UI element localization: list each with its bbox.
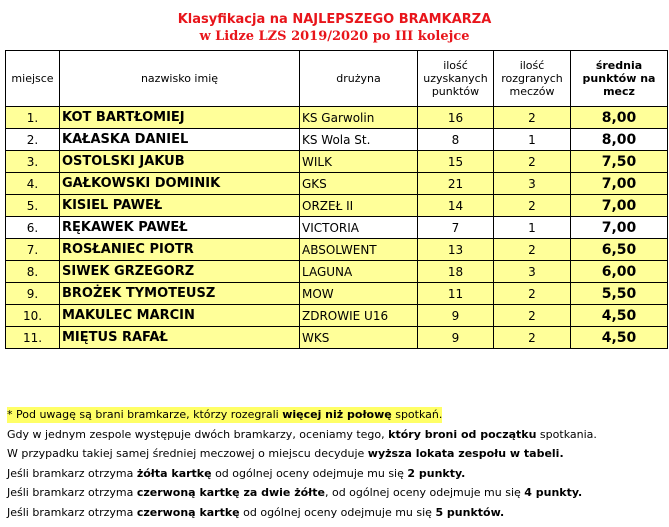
note-text: od ogólnej oceny odejmuje mu się [211,466,408,480]
note-line [7,464,597,484]
cell-name: KAŁASKA DANIEL [60,129,300,151]
cell-points: 18 [418,261,494,283]
cell-position: 1. [6,107,60,129]
table-row [6,283,668,305]
cell-team: VICTORIA [300,217,418,239]
note-bold: 5 punktów. [435,505,505,519]
table-row [6,305,668,327]
cell-name: GAŁKOWSKI DOMINIK [60,173,300,195]
note-text: od ogólnej oceny odejmuje mu się [239,505,436,519]
note-line [7,483,597,503]
cell-points: 14 [418,195,494,217]
cell-name: OSTOLSKI JAKUB [60,151,300,173]
cell-team: KS Garwolin [300,107,418,129]
note-text: Gdy w jednym zespole występuje dwóch bramkarzy, oceniamy tego, [7,427,389,441]
cell-team: KS Wola St. [300,129,418,151]
cell-points: 9 [418,305,494,327]
table-row [6,261,668,283]
cell-name: KOT BARTŁOMIEJ [60,107,300,129]
table-row [6,327,668,349]
note-line [7,425,597,445]
cell-points: 16 [418,107,494,129]
cell-games: 2 [494,239,571,261]
cell-average: 8,00 [571,107,668,129]
cell-games: 1 [494,129,571,151]
cell-team: ABSOLWENT [300,239,418,261]
cell-name: BROŻEK TYMOTEUSZ [60,283,300,305]
cell-team: WILK [300,151,418,173]
cell-name: KISIEL PAWEŁ [60,195,300,217]
ranking-table [5,50,668,349]
cell-points: 8 [418,129,494,151]
cell-position: 11. [6,327,60,349]
cell-team: LAGUNA [300,261,418,283]
cell-games: 2 [494,305,571,327]
note-text: Jeśli bramkarz otrzyma [7,486,137,499]
cell-points: 13 [418,239,494,261]
note-bold: czerwoną kartkę za dwie żółte [136,486,325,499]
cell-games: 3 [494,261,571,283]
table-row [6,217,668,239]
header-team: drużyna [300,51,418,107]
note-bold: wyższa lokata zespołu w tabeli. [367,447,564,460]
cell-team: ZDROWIE U16 [300,305,418,327]
notes [7,405,597,522]
cell-average: 4,50 [571,305,668,327]
cell-name: MIĘTUS RAFAŁ [60,327,300,349]
cell-name: SIWEK GRZEGORZ [60,261,300,283]
cell-position: 6. [6,217,60,239]
note-text: Jeśli bramkarz otrzyma [7,505,137,519]
cell-average: 4,50 [571,327,668,349]
table-row [6,151,668,173]
cell-games: 1 [494,217,571,239]
cell-name: ROSŁANIEC PIOTR [60,239,300,261]
note-line [7,444,597,464]
cell-average: 6,00 [571,261,668,283]
cell-games: 2 [494,107,571,129]
cell-position: 4. [6,173,60,195]
table-row [6,173,668,195]
header-average: średnia punktów na mecz [571,51,668,107]
header-games: ilość rozgranych meczów [494,51,571,107]
header-points: ilość uzyskanych punktów [418,51,494,107]
header-position: miejsce [6,51,60,107]
header-name: nazwisko imię [60,51,300,107]
cell-name: MAKULEC MARCIN [60,305,300,327]
note-highlight [7,407,442,423]
cell-games: 3 [494,173,571,195]
cell-name: RĘKAWEK PAWEŁ [60,217,300,239]
cell-average: 7,00 [571,195,668,217]
cell-position: 10. [6,305,60,327]
cell-average: 5,50 [571,283,668,305]
cell-points: 15 [418,151,494,173]
note-line [7,503,597,523]
cell-games: 2 [494,283,571,305]
cell-position: 7. [6,239,60,261]
note-bold: czerwoną kartkę [136,505,240,519]
cell-position: 3. [6,151,60,173]
cell-average: 8,00 [571,129,668,151]
table-row [6,195,668,217]
note-text: , od ogólnej oceny odejmuje mu się [324,486,525,499]
cell-games: 2 [494,151,571,173]
cell-average: 6,50 [571,239,668,261]
cell-games: 2 [494,327,571,349]
cell-position: 9. [6,283,60,305]
cell-points: 9 [418,327,494,349]
table-header-row [6,51,668,107]
cell-team: MOW [300,283,418,305]
note-bold: który broni od początku [388,427,537,441]
cell-average: 7,00 [571,217,668,239]
cell-team: GKS [300,173,418,195]
note-bold: więcej niż połowę [282,408,392,421]
cell-position: 5. [6,195,60,217]
cell-points: 21 [418,173,494,195]
note-bold: żółta kartkę [136,466,212,480]
table-row [6,107,668,129]
title-line-1: Klasyfikacja na NAJLEPSZEGO BRAMKARZA [177,12,492,27]
table-row [6,129,668,151]
cell-team: WKS [300,327,418,349]
note-text: spotkań. [391,408,443,421]
cell-team: ORZEŁ II [300,195,418,217]
note-text: Jeśli bramkarz otrzyma [7,466,137,480]
cell-position: 2. [6,129,60,151]
cell-points: 7 [418,217,494,239]
note-text: spotkania. [536,427,597,441]
cell-position: 8. [6,261,60,283]
note-text: W przypadku takiej samej średniej meczowej o miejscu decyduje [7,447,368,460]
cell-average: 7,00 [571,173,668,195]
title-line-2: w Lidze LZS 2019/2020 po III kolejce [199,29,470,44]
note-text: * Pod uwagę są brani bramkarze, którzy rozegrali [7,408,283,421]
table-row [6,239,668,261]
note-bold: 4 punkty. [524,486,583,499]
cell-points: 11 [418,283,494,305]
note-line [7,405,597,425]
note-bold: 2 punkty. [407,466,466,480]
cell-games: 2 [494,195,571,217]
cell-average: 7,50 [571,151,668,173]
